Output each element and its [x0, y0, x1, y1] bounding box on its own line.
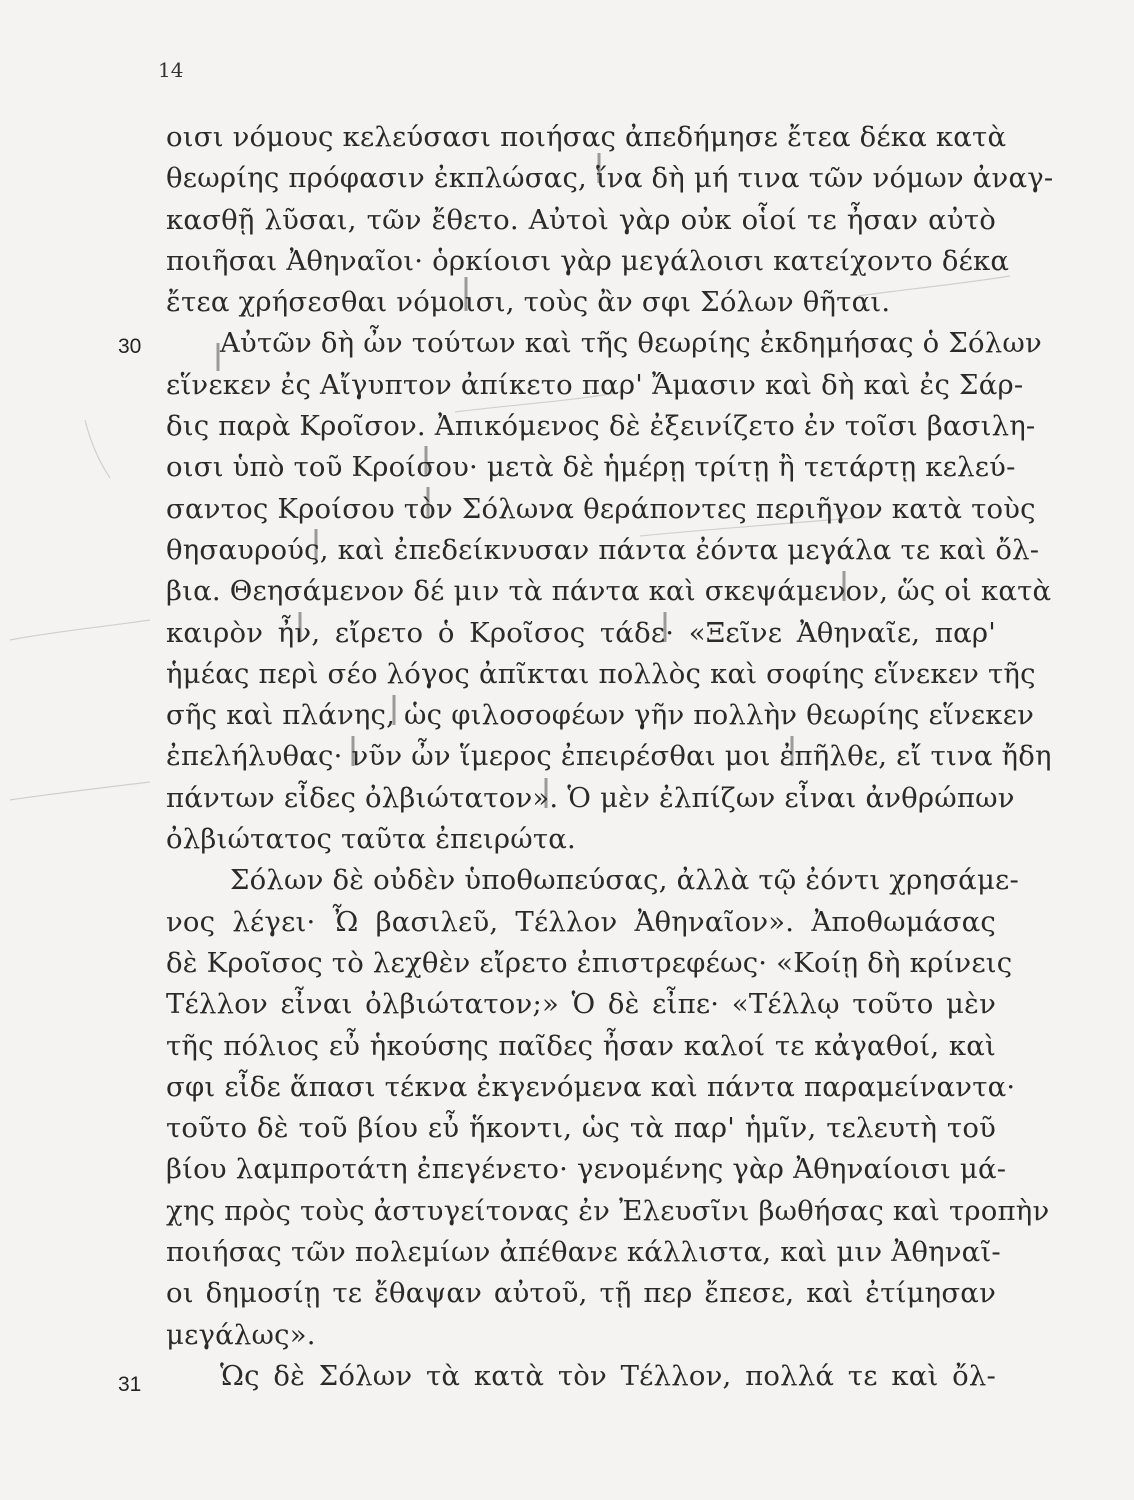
- text-line: ὀλβιώτατος ταῦτα ἐπειρώτα.: [166, 823, 576, 856]
- text-line: Ὡς δὲ Σόλων τὰ κατὰ τὸν Τέλλον, πολλά τε καὶ ὄλ-: [220, 1359, 996, 1392]
- text-line: μεγάλως».: [166, 1318, 316, 1351]
- text-line: ἡμέας περὶ σέο λόγος ἀπῖκται πολλὸς καὶ σοφίης εἵνεκεν τῆς: [166, 657, 1036, 690]
- text-line: ἔτεα χρήσεσθαι νόμοισι, τοὺς ἂν σφι Σόλων θῆται.: [166, 286, 891, 319]
- text-line: εἵνεκεν ἐς Αἴγυπτον ἀπίκετο παρ' Ἄμασιν καὶ δὴ καὶ ἐς Σάρ-: [166, 368, 1024, 401]
- text-line: σαντος Κροίσου τὸν Σόλωνα θεράποντες περιῆγον κατὰ τοὺς: [166, 492, 1036, 525]
- text-line: Αὐτῶν δὴ ὦν τούτων καὶ τῆς θεωρίης ἐκδημήσας ὁ Σόλων: [220, 327, 1042, 360]
- text-line: Τέλλον εἶναι ὀλβιώτατον;» Ὁ δὲ εἶπε· «Τέλλῳ τοῦτο μὲν: [166, 988, 996, 1021]
- text-line: οισι νόμους κελεύσασι ποιήσας ἀπεδήμησε ἔτεα δέκα κατὰ: [166, 121, 1007, 153]
- text-line: Σόλων δὲ οὐδὲν ὑποθωπεύσας, ἀλλὰ τῷ ἐόντι χρησάμε-: [230, 864, 1019, 897]
- text-line: καιρὸν ἦν, εἴρετο ὁ Κροῖσος τάδε· «Ξεῖνε Ἀθηναῖε, παρ': [166, 616, 996, 649]
- text-line: σῆς καὶ πλάνης, ὡς φιλοσοφέων γῆν πολλὴν θεωρίης εἵνεκεν: [166, 699, 1035, 732]
- main-text: [166, 117, 1054, 1397]
- text-line: θησαυρούς, καὶ ἐπεδείκνυσαν πάντα ἐόντα μεγάλα τε καὶ ὄλ-: [166, 533, 1040, 566]
- text-line: δις παρὰ Κροῖσον. Ἀπικόμενος δὲ ἐξεινίζετο ἐν τοῖσι βασιλη-: [166, 410, 1036, 443]
- section-number-30: 30: [118, 335, 142, 358]
- page-number: 14: [158, 58, 184, 82]
- text-line: ἐπελήλυθας· νῦν ὦν ἵμερος ἐπειρέσθαι μοι ἐπῆλθε, εἴ τινα ἤδη: [166, 740, 1052, 773]
- text-line: οι δημοσίῃ τε ἔθαψαν αὐτοῦ, τῇ περ ἔπεσε, καὶ ἐτίμησαν: [166, 1277, 996, 1310]
- pencil-mark: [85, 420, 110, 478]
- text-line: ποιήσας τῶν πολεμίων ἀπέθανε κάλλιστα, καὶ μιν Ἀθηναῖ-: [166, 1236, 1001, 1269]
- text-line: βια. Θεησάμενον δέ μιν τὰ πάντα καὶ σκεψάμενον, ὥς οἱ κατὰ: [166, 575, 1052, 608]
- text-line: θεωρίης πρόφασιν ἐκπλώσας, ἵνα δὴ μή τινα τῶν νόμων ἀναγ-: [166, 162, 1054, 195]
- section-number-31: 31: [118, 1373, 142, 1396]
- pencil-mark: [10, 620, 150, 640]
- text-line: τοῦτο δὲ τοῦ βίου εὖ ἥκοντι, ὡς τὰ παρ' ἡμῖν, τελευτὴ τοῦ: [166, 1112, 996, 1145]
- text-line: σφι εἶδε ἅπασι τέκνα ἐκγενόμενα καὶ πάντα παραμείναντα·: [166, 1070, 1016, 1103]
- pencil-mark: [10, 782, 150, 800]
- text-line: χης πρὸς τοὺς ἀστυγείτονας ἐν Ἐλευσῖνι βωθήσας καὶ τροπὴν: [166, 1194, 1050, 1227]
- text-line: ποιῆσαι Ἀθηναῖοι· ὁρκίοισι γὰρ μεγάλοισι κατείχοντο δέκα: [166, 244, 1010, 277]
- text-line: κασθῇ λῦσαι, τῶν ἔθετο. Αὐτοὶ γὰρ οὐκ οἷοί τε ἦσαν αὐτὸ: [166, 203, 996, 236]
- text-line: νος λέγει· Ὦ βασιλεῦ, Τέλλον Ἀθηναῖον». Ἀποθωμάσας: [166, 905, 996, 938]
- text-line: τῆς πόλιος εὖ ἡκούσης παῖδες ἦσαν καλοί τε κἀγαθοί, καὶ: [166, 1029, 996, 1062]
- text-line: βίου λαμπροτάτη ἐπεγένετο· γενομένης γὰρ Ἀθηναίοισι μά-: [166, 1153, 1007, 1186]
- text-line: δὲ Κροῖσος τὸ λεχθὲν εἴρετο ἐπιστρεφέως· «Κοίῃ δὴ κρίνεις: [166, 946, 1013, 979]
- text-line: πάντων εἶδες ὀλβιώτατον». Ὁ μὲν ἐλπίζων εἶναι ἀνθρώπων: [166, 781, 1015, 814]
- text-line: οισι ὑπὸ τοῦ Κροίσου· μετὰ δὲ ἡμέρῃ τρίτῃ ἢ τετάρτῃ κελεύ-: [166, 451, 1016, 484]
